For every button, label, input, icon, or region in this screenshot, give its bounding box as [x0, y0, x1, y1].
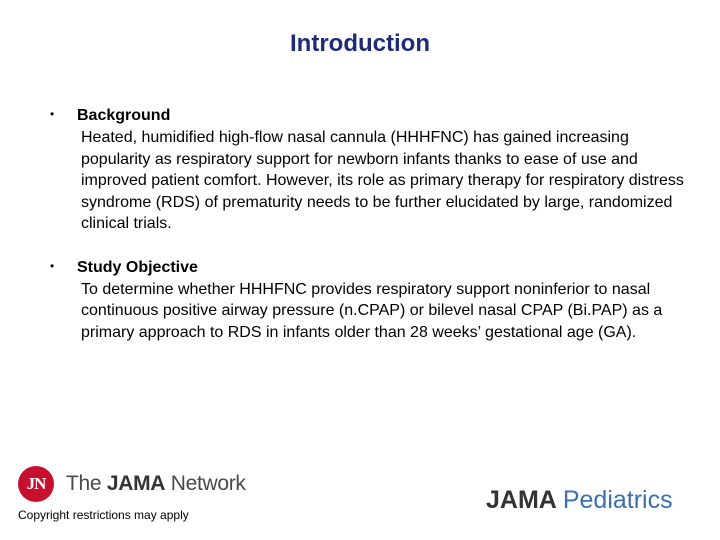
bullet-heading-study-objective: Study Objective [77, 258, 198, 276]
network-prefix: The [66, 472, 102, 495]
jama-pediatrics-logo [486, 486, 673, 515]
network-brand: JAMA [106, 472, 166, 495]
slide-title: Introduction [290, 30, 430, 57]
bullet-background [50, 105, 690, 235]
bullet-marker: • [50, 258, 55, 273]
bullet-study-objective [50, 257, 690, 344]
bullet-body-background: Heated, humidified high-flow nasal cannula (HHHFNC) has gained increasing popularity as respiratory support for newborn infants thanks to ease of use and improved patient comfort. However, its role as primary therapy for respiratory distress syndrome (RDS) of prematurity needs to be further elucidated by large, randomized clinical trials. [81, 129, 684, 232]
bullet-body-study-objective: To determine whether HHHFNC provides respiratory support noninferior to nasal continuous positive airway pressure (n.CPAP) or bilevel nasal CPAP (Bi.PAP) as a primary approach to RDS in infants older than 28 weeks’ gestational age (GA). [81, 280, 663, 341]
jama-network-logo [18, 466, 246, 502]
bullet-marker: • [50, 107, 55, 121]
network-suffix: Network [170, 472, 246, 495]
bullet-list [50, 105, 690, 365]
journal-title: Pediatrics [562, 486, 673, 514]
bullet-heading-background: Background [77, 107, 171, 124]
copyright-notice: Copyright restrictions may apply [18, 508, 189, 522]
journal-brand: JAMA [486, 486, 557, 514]
jama-network-wordmark [66, 472, 246, 496]
jn-monogram-icon: JN [18, 466, 54, 502]
